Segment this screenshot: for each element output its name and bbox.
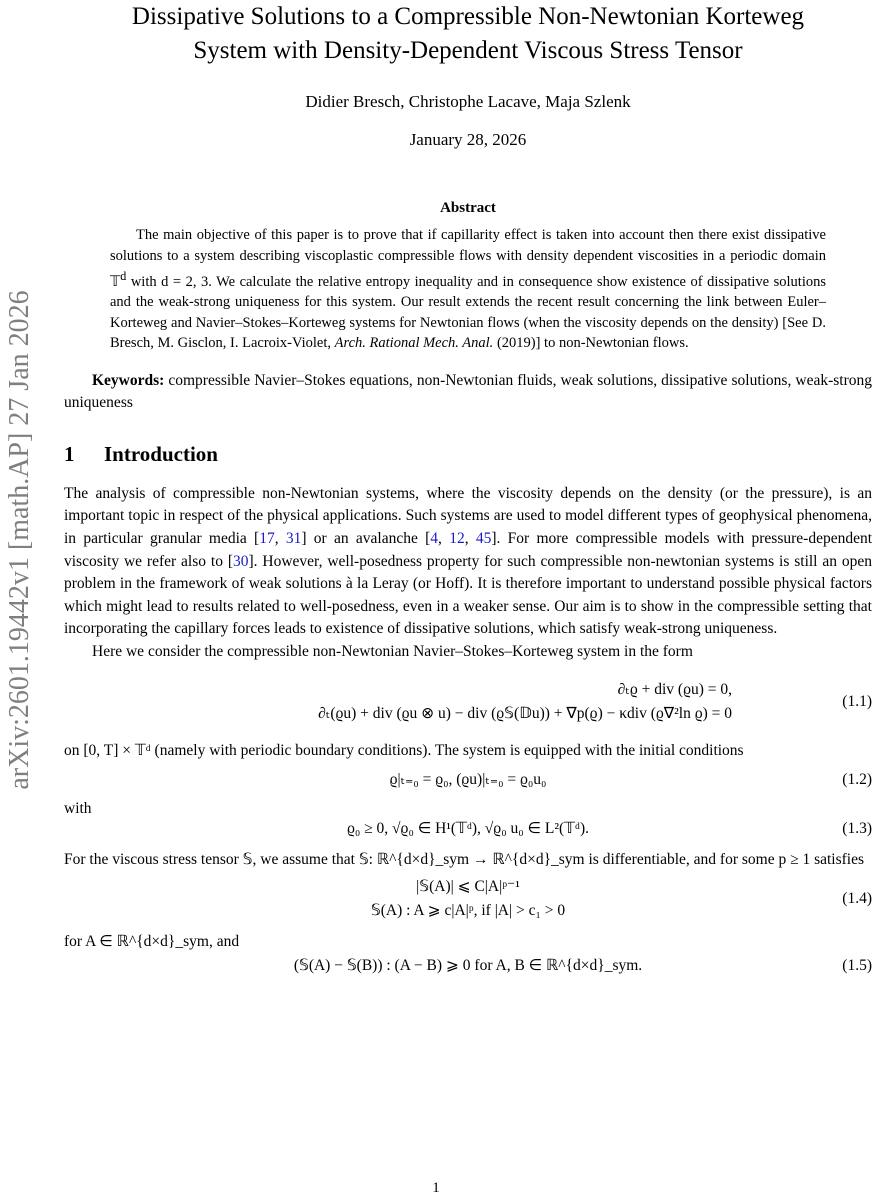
keywords-label: Keywords: xyxy=(92,371,165,389)
on-paragraph: on [0, T] × 𝕋ᵈ (namely with periodic boundary conditions). The system is equipped with the initial conditions xyxy=(64,741,744,759)
citation-link[interactable]: 12 xyxy=(449,530,465,548)
title-line-2: System with Density-Dependent Viscous Stress Tensor xyxy=(193,37,743,64)
equation-1-3-body: ϱ₀ ≥ 0, √ϱ₀ ∈ H¹(𝕋ᵈ), √ϱ₀ u₀ ∈ L²(𝕋ᵈ). xyxy=(347,819,589,837)
equation-1-1-line-1: ∂ₜϱ + div (ϱu) = 0, xyxy=(617,680,732,698)
equation-1-3 xyxy=(64,817,872,841)
abstract-body xyxy=(110,225,826,354)
citation-link[interactable]: 17 xyxy=(259,530,275,548)
intro-text-c: ]. For more compressible models with pressure-dependent viscosity we refer also to [ xyxy=(64,530,872,570)
equation-number: (1.4) xyxy=(842,890,872,908)
arxiv-stamp-text: arXiv:2601.19442v1 [math.AP] 27 Jan 2026 xyxy=(4,290,35,790)
equation-number: (1.1) xyxy=(842,692,872,710)
intro-text-b: ] or an avalanche [ xyxy=(301,530,431,548)
date: January 28, 2026 xyxy=(409,130,527,149)
equation-number: (1.5) xyxy=(842,956,872,974)
equation-1-2-body: ϱ|ₜ₌₀ = ϱ₀, (ϱu)|ₜ₌₀ = ϱ₀u₀ xyxy=(389,771,547,789)
equation-1-2 xyxy=(64,768,872,792)
intro-text-d: ]. However, well-posedness property for such compressible non-newtonian systems is still an open problem in the framework of weak solutions à la Leray (or Hoff). It is therefore important to understand possible physical factors which might lead to results related to well-posedness, even in a weaker sense. Our aim is to show in the compressible setting that incorporating the capillary forces leads to existence of dissipative solutions, which satisfy weak-strong uniqueness. xyxy=(64,552,872,638)
arxiv-stamp xyxy=(0,230,40,850)
equation-1-1-line-2: ∂ₜ(ϱu) + div (ϱu ⊗ u) − div (ϱ𝕊(𝔻u)) + ∇p(ϱ) − κdiv (ϱ∇²ln ϱ) = 0 xyxy=(318,704,732,722)
intro-paragraph: The analysis of compressible non-Newtonian systems, where the viscosity depends on the density (or the pressure), is an important topic in respect of the physical applications. Such systems are used to model different types of geophysical phenomena, in particular granular media [17, 31] or an avalanche [4, 12, 45]. For more compressible models with pressure-dependent viscosity we refer also to [30]. However, well-posedness property for such compressible non-newtonian systems is still an open problem in the framework of weak solutions à la Leray (or Hoff). It is therefore important to understand possible physical factors which might lead to results related to well-posedness, even in a weaker sense. Our aim is to show in the compressible setting that incorporating the capillary forces leads to existence of dissipative solutions, which satisfy weak-strong uniqueness. xyxy=(64,484,872,638)
equation-1-5-body: (𝕊(A) − 𝕊(B)) : (A − B) ⩾ 0 for A, B ∈ ℝ^{d×d}_sym. xyxy=(293,956,643,974)
abstract-part-3: (2019)] to non-Newtonian flows. xyxy=(493,335,689,352)
abstract-heading: Abstract xyxy=(440,200,496,216)
paper-title xyxy=(64,0,872,68)
keywords-text: compressible Navier–Stokes equations, non-Newtonian fluids, weak solutions, dissipative solutions, weak-strong uniqueness xyxy=(64,371,872,411)
citation-link[interactable]: 4 xyxy=(430,530,439,548)
section-number: 1 xyxy=(64,441,75,466)
equation-number: (1.2) xyxy=(842,771,872,789)
equation-1-4-line-1: |𝕊(A)| ⩽ C|A|ᵖ⁻¹ xyxy=(416,878,520,896)
equation-1-4 xyxy=(64,875,872,923)
authors: Didier Bresch, Christophe Lacave, Maja Szlenk xyxy=(305,92,631,111)
with-text: with xyxy=(64,800,92,818)
for-text: for A ∈ ℝ^{d×d}_sym, and xyxy=(64,933,240,951)
equation-1-1 xyxy=(64,678,872,726)
citation-link[interactable]: 31 xyxy=(285,530,302,548)
abstract-part-2: with d = 2, 3. We calculate the relative entropy inequality and in consequence show existence of dissipative solutions and the weak-strong uniqueness for this system. Our result extends the recent result concerning the link between Euler–Korteweg and Navier–Stokes–Korteweg systems for Newtonian flows (when the viscosity depends on the density) [See D. Bresch, M. Gisclon, I. Lacroix-Violet, xyxy=(110,273,826,352)
paper-page xyxy=(64,0,872,978)
abstract-sup: d xyxy=(120,269,127,283)
section-title: Introduction xyxy=(104,441,218,466)
equation-number: (1.3) xyxy=(842,819,872,837)
abstract-part-1: The main objective of this paper is to prove that if capillarity effect is taken into account then there exist dissipative solutions to a system describing viscoplastic compressible flows with density dependent viscosities in a periodic domain 𝕋 xyxy=(110,227,826,290)
citation-link[interactable]: 30 xyxy=(233,552,249,570)
intro-text-a: The analysis of compressible non-Newtonian systems, where the viscosity depends on the density (or the pressure), is an important topic in respect of the physical applications. Such systems are used to model different types of geophysical phenomena, in particular granular media [ xyxy=(64,484,872,548)
equation-1-4-line-2: 𝕊(A) : A ⩾ c|A|ᵖ, if |A| > c₁ > 0 xyxy=(370,902,566,920)
page-number: 1 xyxy=(432,1180,440,1196)
equation-1-5 xyxy=(64,954,872,978)
abstract-journal: Arch. Rational Mech. Anal. xyxy=(334,335,494,352)
stress-paragraph: For the viscous stress tensor 𝕊, we assume that 𝕊: ℝ^{d×d}_sym → ℝ^{d×d}_sym is differentiable, and for some p ≥ 1 satisfies xyxy=(64,850,865,868)
citation-link[interactable]: 45 xyxy=(475,530,492,548)
intro-here-paragraph: Here we consider the compressible non-Newtonian Navier–Stokes–Korteweg system in the form xyxy=(92,642,693,660)
keywords xyxy=(64,370,872,414)
section-heading xyxy=(64,442,872,467)
title-line-1: Dissipative Solutions to a Compressible Non-Newtonian Korteweg xyxy=(131,3,805,30)
